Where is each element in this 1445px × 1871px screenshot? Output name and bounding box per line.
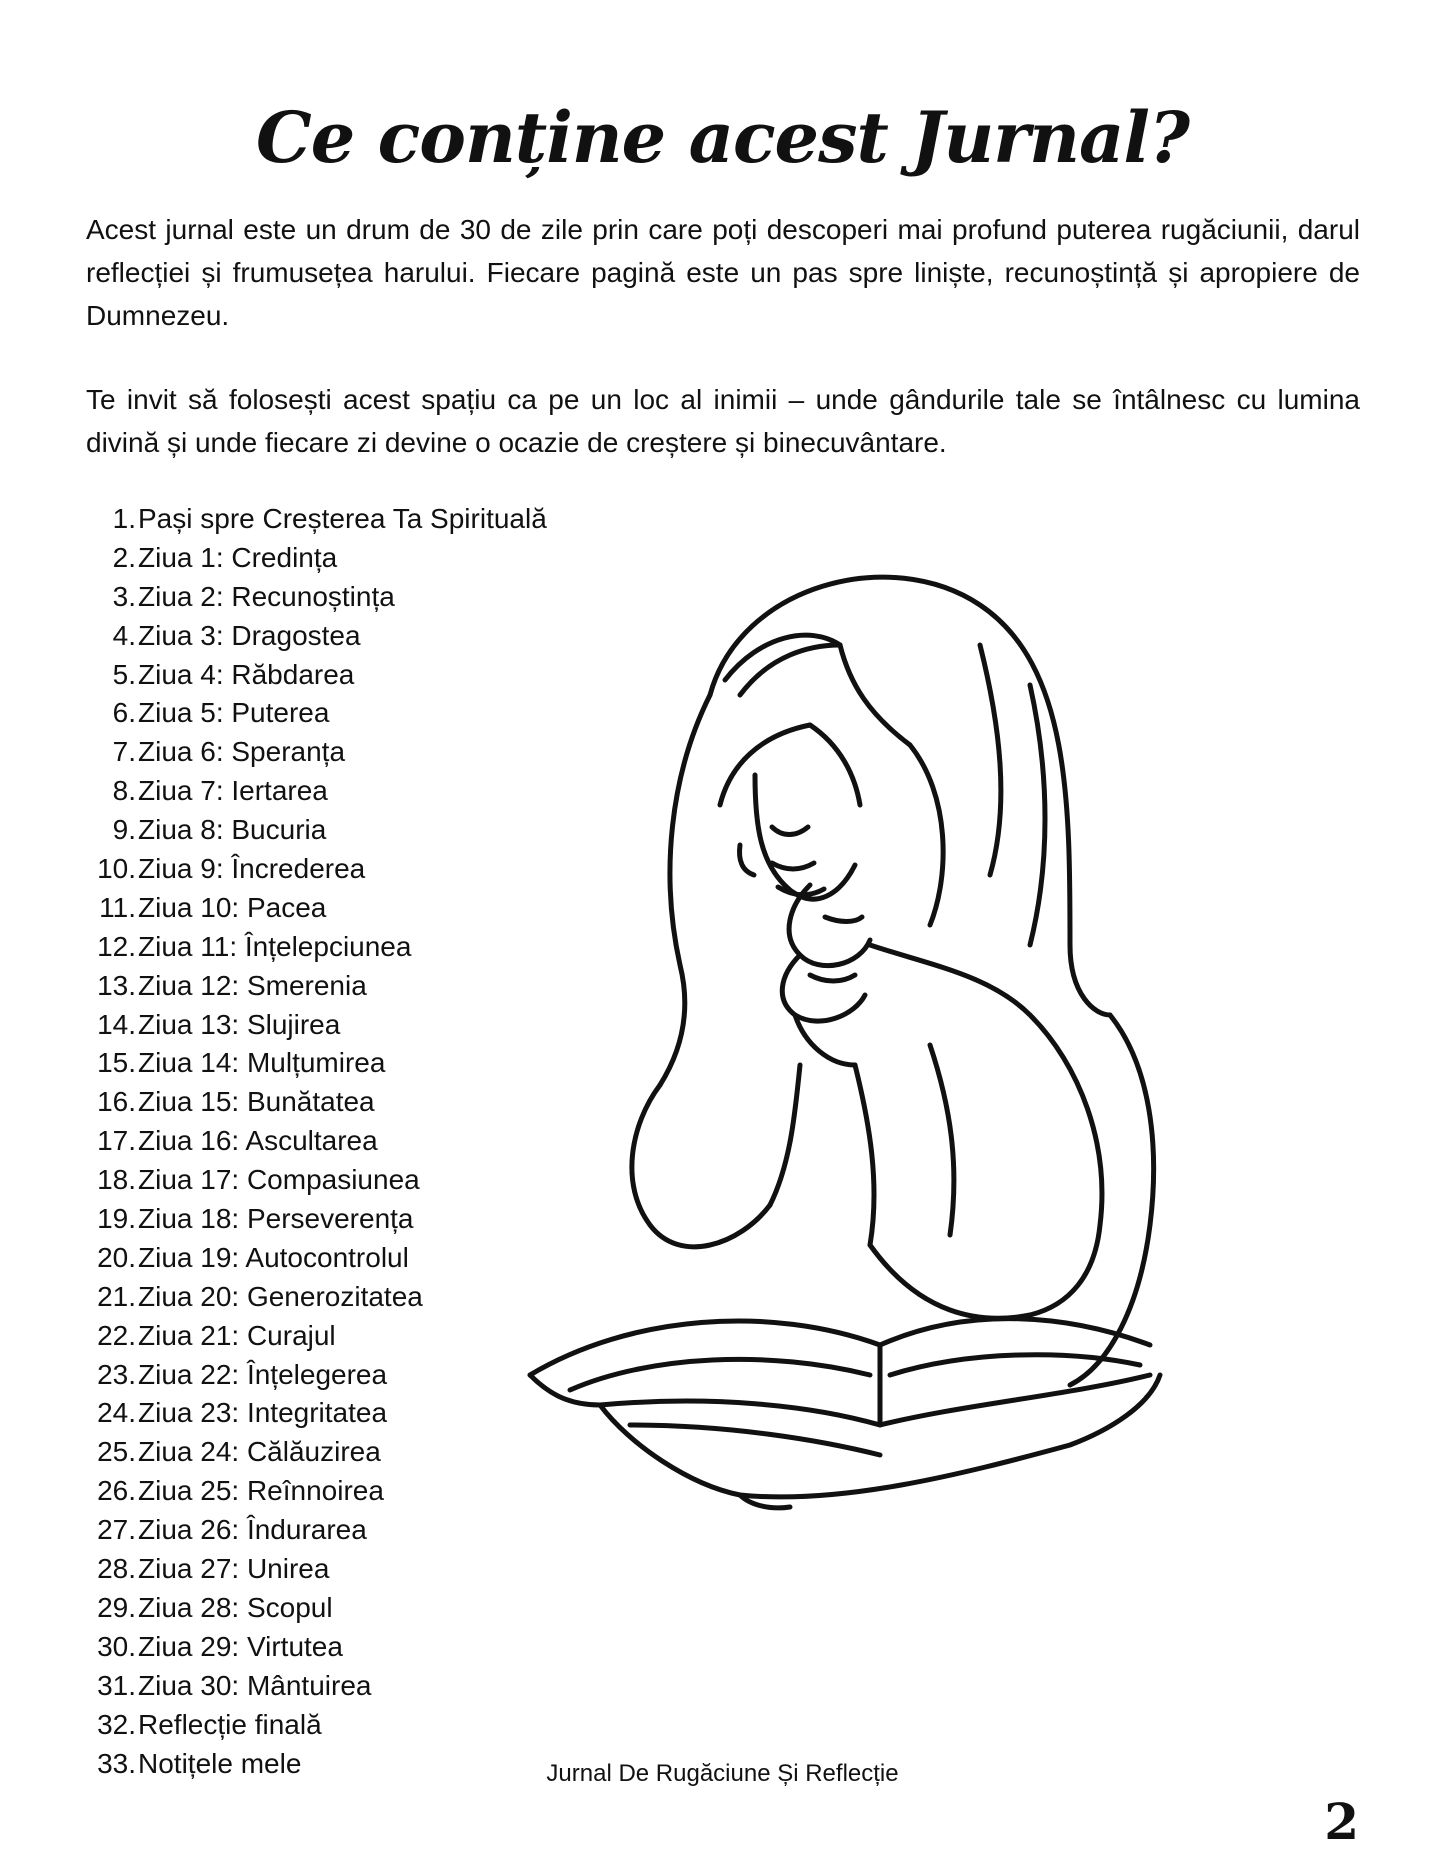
toc-item-label: Ziua 6: Speranța: [138, 736, 346, 768]
toc-item: [86, 1317, 556, 1356]
toc-item: [86, 1200, 556, 1239]
toc-item-label: Ziua 24: Călăuzirea: [138, 1436, 381, 1468]
toc-item-label: Ziua 7: Iertarea: [138, 775, 328, 807]
toc-item-label: Ziua 12: Smerenia: [138, 969, 367, 1001]
toc-item-number: 11.: [99, 891, 136, 923]
toc-item: [86, 889, 556, 928]
intro-paragraph: Te invit să folosești acest spațiu ca pe un loc al inimii – unde gândurile tale se întâlnesc cu lumina divină și unde fiecare zi devine o ocazie de creștere și binecuvântare.: [86, 384, 1360, 458]
toc-item-label: Ziua 20: Generozitatea: [138, 1280, 423, 1312]
toc-item-label: Ziua 9: Încrederea: [138, 853, 366, 885]
toc-item: [86, 1083, 556, 1122]
toc-item-number: 26.: [97, 1475, 136, 1507]
toc-item-number: 30.: [97, 1630, 136, 1662]
toc-item-number: 22.: [97, 1319, 136, 1351]
toc-item: [86, 967, 556, 1006]
toc-item: [86, 1667, 556, 1706]
toc-item-number: 19.: [97, 1203, 136, 1235]
toc-item-number: 21.: [97, 1280, 136, 1312]
toc-item-number: 8.: [112, 775, 136, 807]
toc-item: [86, 1239, 556, 1278]
toc-item-label: Ziua 1: Credința: [138, 541, 338, 573]
toc-item: [86, 1511, 556, 1550]
toc-item-label: Ziua 13: Slujirea: [138, 1008, 341, 1040]
toc-item: [86, 656, 556, 695]
toc-item-number: 18.: [97, 1164, 136, 1196]
toc-item-number: 29.: [97, 1591, 136, 1623]
toc-item-label: Ziua 11: Înțelepciunea: [138, 930, 412, 962]
toc-item-label: Ziua 10: Pacea: [138, 891, 327, 923]
toc-item-label: Ziua 26: Îndurarea: [138, 1514, 367, 1546]
toc-item: [86, 1706, 556, 1745]
toc-item-number: 13.: [97, 969, 136, 1001]
toc-item-label: Ziua 27: Unirea: [138, 1553, 330, 1585]
toc-item-number: 3.: [112, 580, 136, 612]
toc-item-number: 10.: [97, 853, 136, 885]
toc-item: [86, 772, 556, 811]
toc-item: [86, 539, 556, 578]
toc-item-label: Ziua 23: Integritatea: [138, 1397, 388, 1429]
toc-item-label: Pași spre Creșterea Ta Spirituală: [138, 503, 547, 534]
toc-item: [86, 617, 556, 656]
toc-item: [86, 928, 556, 967]
toc-item-number: 32.: [97, 1708, 136, 1740]
toc-item: [86, 694, 556, 733]
toc-item: [86, 1044, 556, 1083]
toc-item-number: 17.: [97, 1125, 136, 1157]
toc-item: [86, 500, 556, 539]
toc-item: [86, 1356, 556, 1395]
table-of-contents: [86, 500, 556, 1783]
toc-item: [86, 1433, 556, 1472]
toc-item-number: 20.: [97, 1241, 136, 1273]
toc-item-label: Ziua 25: Reînnoirea: [138, 1475, 384, 1507]
toc-item-label: Ziua 2: Recunoștința: [138, 580, 395, 612]
toc-item: [86, 1278, 556, 1317]
toc-item-number: 6.: [112, 697, 136, 729]
toc-item-label: Reflecție finală: [138, 1708, 322, 1740]
toc-item-label: Ziua 21: Curajul: [138, 1319, 336, 1351]
praying-woman-illustration: [510, 545, 1190, 1570]
toc-item-number: 12.: [97, 930, 136, 962]
toc-item-label: Notițele mele: [138, 1747, 302, 1779]
toc-item: [86, 1006, 556, 1045]
toc-item-label: Ziua 30: Mântuirea: [138, 1669, 372, 1701]
toc-item-number: 14.: [97, 1008, 136, 1040]
toc-item-label: Ziua 14: Mulțumirea: [138, 1047, 386, 1079]
toc-item: [86, 1628, 556, 1667]
toc-item-number: 15.: [97, 1047, 136, 1079]
toc-item-number: 5.: [112, 658, 136, 690]
page-number: 2: [1324, 1792, 1359, 1851]
toc-item-label: Ziua 18: Perseverența: [138, 1203, 414, 1235]
toc-item-label: Ziua 15: Bunătatea: [138, 1086, 375, 1118]
toc-item-number: 2.: [112, 541, 136, 573]
toc-item-number: 4.: [112, 619, 136, 651]
toc-item-number: 27.: [97, 1514, 136, 1546]
toc-item: [86, 811, 556, 850]
toc-item-number: 33.: [97, 1747, 136, 1779]
toc-item-label: Ziua 17: Compasiunea: [138, 1164, 420, 1196]
toc-item-number: 25.: [97, 1436, 136, 1468]
intro-paragraph: Acest jurnal este un drum de 30 de zile prin care poți descoperi mai profund puterea rugăciunii, darul reflecției și frumusețea harului. Fiecare pagină este un pas spre liniște, recunoștință și apropiere de Dumnezeu.: [86, 214, 1360, 331]
toc-item-label: Ziua 4: Răbdarea: [138, 658, 355, 690]
toc-item-number: 9.: [112, 814, 136, 846]
toc-item: [86, 578, 556, 617]
toc-item-label: Ziua 5: Puterea: [138, 697, 330, 729]
toc-item-label: Ziua 22: Înțelegerea: [138, 1358, 388, 1390]
toc-item-label: Ziua 8: Bucuria: [138, 814, 327, 846]
toc-item-label: Ziua 3: Dragostea: [138, 619, 361, 651]
toc-item: [86, 1550, 556, 1589]
toc-item-label: Ziua 16: Ascultarea: [138, 1125, 378, 1157]
toc-item: [86, 1394, 556, 1433]
toc-item: [86, 1589, 556, 1628]
toc-item-number: 23.: [97, 1358, 136, 1390]
toc-item-number: 7.: [112, 736, 136, 768]
toc-item-number: 16.: [97, 1086, 136, 1118]
toc-item: [86, 733, 556, 772]
toc-item-number: 24.: [97, 1397, 136, 1429]
toc-item: [86, 1161, 556, 1200]
toc-item-label: Ziua 19: Autocontrolul: [138, 1241, 409, 1273]
toc-item-label: Ziua 29: Virtutea: [138, 1630, 343, 1662]
toc-item: [86, 1122, 556, 1161]
page-title: Ce conține acest Jurnal?: [256, 96, 1189, 179]
toc-item: [86, 850, 556, 889]
toc-item-number: 31.: [97, 1669, 136, 1701]
footer-title: Jurnal De Rugăciune Și Reflecție: [546, 1760, 899, 1787]
toc-item: [86, 1472, 556, 1511]
toc-item-number: 1.: [112, 503, 136, 534]
toc-item-number: 28.: [97, 1553, 136, 1585]
toc-item-label: Ziua 28: Scopul: [138, 1591, 333, 1623]
